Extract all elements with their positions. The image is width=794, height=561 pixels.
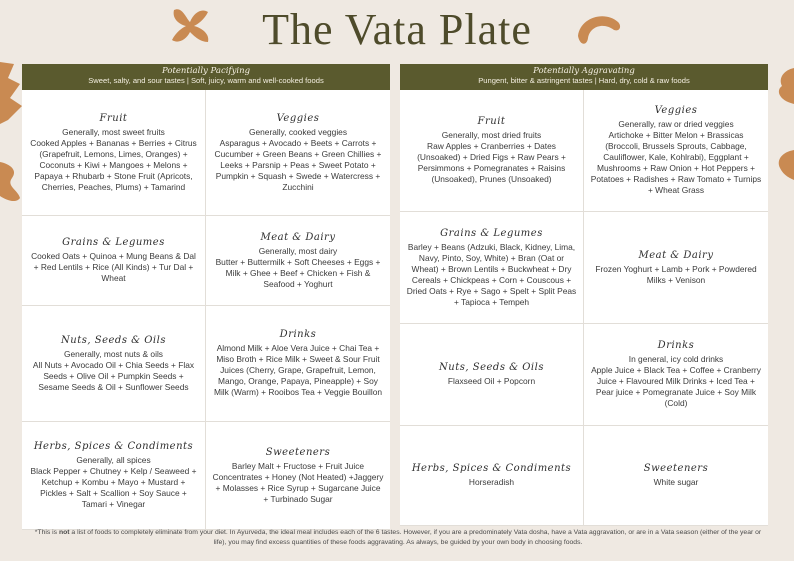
cell-title: Nuts, Seeds & Oils — [439, 362, 544, 373]
cell-body: Raw Apples + Cranberries + Dates (Unsoaked) + Dried Figs + Raw Pears + Persimmons + Pomegranates + Raisins (Unsoaked), Prunes (Unsoaked) — [417, 141, 566, 184]
aggravating-grains-cell — [400, 212, 584, 324]
cell-title: Sweeteners — [265, 446, 331, 458]
cell-subtitle: Generally, most nuts & oils — [64, 348, 163, 359]
cell-body: Almond Milk + Aloe Vera Juice + Chai Tea + Miso Broth + Rice Milk + Sweet & Sour Fruit Juices (Cherry, Grape, Grapefruit, Lemon, Mango, Orange, Papaya, Pineapple) + Soy Milk (Warm) + Rooibos Tea + Veggie Bouillon — [213, 343, 383, 397]
footnote — [30, 528, 766, 548]
footnote-bold: not — [58, 529, 70, 536]
cell-body: Barley Malt + Fructose + Fruit Juice Concentrates + Honey (Not Heated) +Jaggery + Molasses + Rice Syrup + Sugarcane Juice + Turbinado Sugar — [212, 460, 384, 504]
aggravating-banner-subtitle: Pungent, bitter & astringent tastes | Hard, dry, cold & raw foods — [478, 76, 690, 85]
cell-title: Drinks — [279, 329, 317, 340]
cell-body: All Nuts + Avocado Oil + Chia Seeds + Flax Seeds + Olive Oil + Pumpkin Seeds + Sesame Seeds & Oil + Sunflower Seeds — [32, 359, 195, 392]
pacifying-nuts-seeds-cell — [22, 306, 206, 422]
pacifying-meat-dairy-cell — [206, 216, 390, 306]
aggravating-fruit-cell — [400, 90, 584, 212]
aggravating-banner-title: Potentially Aggravating — [533, 66, 635, 76]
cell-title: Herbs, Spices & Condiments — [411, 463, 572, 474]
cell-body: Barley + Beans (Adzuki, Black, Kidney, Lima, Navy, Pinto, Soy, White) + Bran (Oat or Wheat) + Brown Lentils + Buckwheat + Dry Cereals + Chickpeas + Corn + Couscous + Dried Oats + Rye + Sago + Spelt + Split Peas + Tapioca + Tempeh — [406, 241, 577, 307]
cell-subtitle: Generally, all spices — [76, 455, 151, 465]
pacifying-grains-cell — [22, 216, 206, 306]
decorative-squiggle-shape — [0, 160, 24, 204]
cell-body: Frozen Yoghurt + Lamb + Pork + Powdered Milks + Venison — [595, 263, 757, 285]
pacifying-banner — [22, 64, 390, 90]
pacifying-grid — [22, 90, 390, 530]
cell-subtitle: Generally, most sweet fruits — [62, 126, 165, 137]
aggravating-drinks-cell — [584, 324, 768, 426]
cell-subtitle: Generally, raw or dried veggies — [618, 119, 734, 129]
cell-title: Fruit — [99, 112, 128, 124]
pacifying-fruit-cell — [22, 90, 206, 216]
cell-title: Drinks — [657, 340, 695, 351]
cell-body: Apple Juice + Black Tea + Coffee + Cranberry Juice + Flavoured Milk Drinks + Iced Tea + Pear juice + Pomegranate Juice + Soy Milk (Cold) — [591, 365, 761, 408]
aggravating-nuts-seeds-cell — [400, 324, 584, 426]
cell-body: Asparagus + Avocado + Beets + Carrots + Cucumber + Green Beans + Green Chillies + Leeks + Parsnip + Peas + Sweet Potato + Pumpkin + Squash + Swede + Watercress + Zucchini — [214, 137, 382, 192]
cell-body: Black Pepper + Chutney + Kelp / Seaweed + Ketchup + Kombu + Mayo + Mustard + Pickles + Salt + Scallion + Soy Sauce + Tamari + Vinegar — [30, 466, 197, 509]
cell-subtitle: Generally, most dairy — [258, 245, 338, 256]
cell-title: Grains & Legumes — [62, 237, 165, 248]
cell-title: Herbs, Spices & Condiments — [33, 441, 194, 452]
cell-title: Meat & Dairy — [638, 249, 714, 261]
footnote-pre: *This is — [34, 529, 59, 536]
decorative-leaf-shape-right — [770, 66, 794, 106]
cell-title: Sweeteners — [643, 463, 709, 474]
aggravating-meat-dairy-cell — [584, 212, 768, 324]
pacifying-sweeteners-cell — [206, 422, 390, 530]
cell-title: Fruit — [477, 116, 506, 127]
cell-body: Cooked Apples + Bananas + Berries + Citrus (Grapefruit, Lemons, Limes, Oranges) + Coconuts + Kiwi + Mangoes + Melons + Papaya + Rhubarb + Stone Fruit (Apricots, Cherries, Peaches, Plums) + Tamarind — [30, 137, 197, 192]
pacifying-drinks-cell — [206, 306, 390, 422]
cell-body: Cooked Oats + Quinoa + Mung Beans & Dal + Red Lentils + Rice (All Kinds) + Tur Dal + Wheat — [31, 251, 196, 283]
cell-title: Veggies — [276, 112, 320, 124]
cell-body: White sugar — [653, 477, 699, 487]
aggravating-sweeteners-cell — [584, 426, 768, 526]
pacifying-herbs-cell — [22, 422, 206, 530]
pacifying-banner-subtitle: Sweet, salty, and sour tastes | Soft, juicy, warm and well-cooked foods — [88, 76, 324, 85]
aggravating-banner — [400, 64, 768, 90]
cell-body: Flaxseed Oil + Popcorn — [447, 376, 536, 386]
aggravating-veggies-cell — [584, 90, 768, 212]
pacifying-banner-title: Potentially Pacifying — [161, 66, 251, 76]
pacifying-panel — [22, 64, 390, 530]
cell-subtitle: Generally, cooked veggies — [248, 126, 348, 137]
footnote-post: a list of foods to completely eliminate from your diet. In Ayurveda, the ideal meal includes each of the 6 tastes. However, if you are a predominately Vata dosha, have a Vata aggravation, or are in a Vata season (either of the year or life), you may find excess quantities of these foods aggravating. As always, be guided by your own body in choosing foods. — [69, 529, 762, 546]
decorative-zigzag-shape — [0, 58, 24, 128]
cell-body: Butter + Buttermilk + Soft Cheeses + Eggs + Milk + Ghee + Beef + Chicken + Fish & Seafood + Yoghurt — [215, 256, 381, 289]
cell-title: Grains & Legumes — [440, 227, 543, 239]
page-title: The Vata Plate — [262, 5, 532, 54]
pacifying-veggies-cell — [206, 90, 390, 216]
cell-title: Veggies — [654, 105, 698, 116]
cell-title: Meat & Dairy — [260, 231, 336, 243]
decorative-blob-shape — [770, 150, 794, 180]
cell-title: Nuts, Seeds & Oils — [61, 334, 166, 346]
cell-subtitle: In general, icy cold drinks — [628, 354, 724, 364]
cell-body: Horseradish — [468, 477, 515, 487]
aggravating-panel — [400, 64, 768, 526]
cell-subtitle: Generally, most dried fruits — [441, 130, 542, 140]
aggravating-herbs-cell — [400, 426, 584, 526]
aggravating-grid — [400, 90, 768, 526]
cell-body: Artichoke + Bitter Melon + Brassicas (Broccoli, Brussels Sprouts, Cabbage, Cauliflower, Kale, Kohlrabi), Eggplant + Mushrooms + Raw Onion + Hot Peppers + Potatoes + Radishes + Raw Tomato + Turnips + Wheat Grass — [590, 130, 762, 195]
